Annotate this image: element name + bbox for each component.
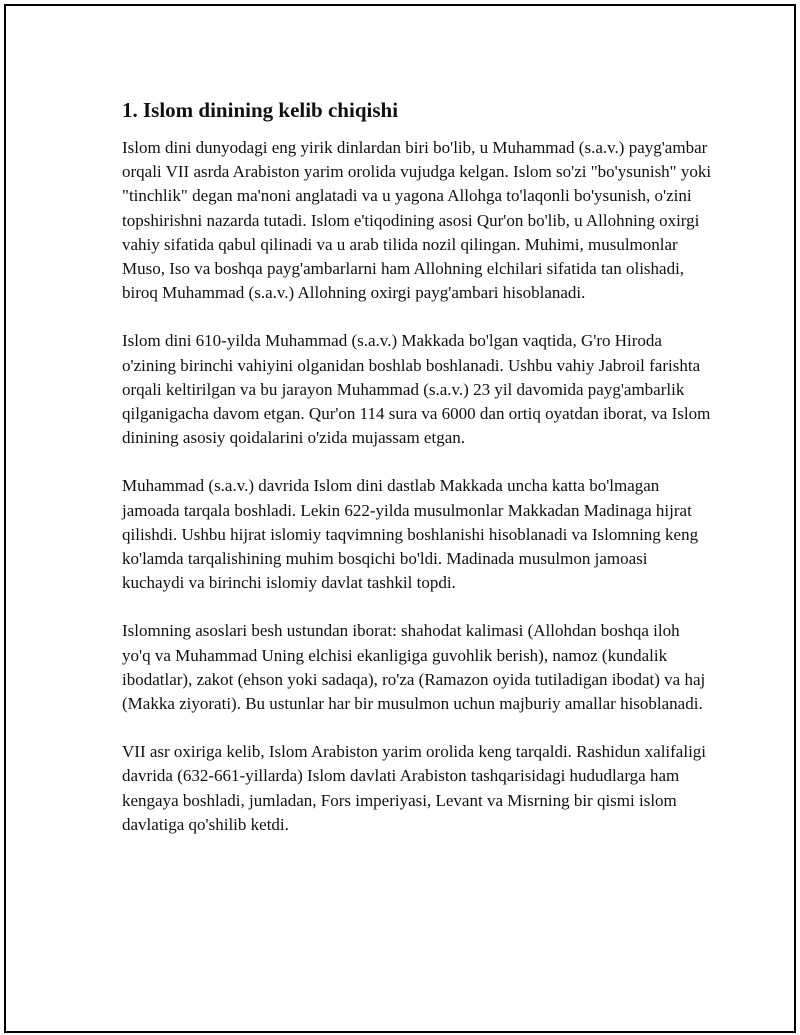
- document-body: [122, 96, 712, 861]
- paragraph-expansion: VII asr oxiriga kelib, Islom Arabiston yarim orolida keng tarqaldi. Rashidun xalifaligi davrida (632-661-yillarda) Islom davlati Arabiston tashqarisidagi hududlarga ham kengaya boshladi, jumladan, Fors imperiyasi, Levant va Misrning bir qismi islom davlatiga qo'shilib ketdi.: [122, 742, 707, 834]
- section-heading: 1. Islom dinining kelib chiqishi: [122, 98, 399, 122]
- paragraph-first-revelation: Islom dini 610-yilda Muhammad (s.a.v.) Makkada bo'lgan vaqtida, G'ro Hiroda o'zining birinchi vahiyini olganidan boshlab boshlanadi. Ushbu vahiy Jabroil farishta orqali keltirilgan va bu jarayon Muhammad (s.a.v.) 23 yil davomida payg'ambarlik qilganigacha davom etgan. Qur'on 114 sura va 6000 dan ortiq oyatdan iborat, va Islom dinining asosiy qoidalarini o'zida mujassam etgan.: [122, 331, 711, 448]
- page-frame: [4, 4, 796, 1033]
- paragraph-origins: Islom dini dunyodagi eng yirik dinlardan biri bo'lib, u Muhammad (s.a.v.) payg'ambar orqali VII asrda Arabiston yarim orolida vujudga kelgan. Islom so'zi "bo'ysunish" yoki "tinchlik" degan ma'noni anglatadi va u yagona Allohga to'laqonli bo'ysunish, o'zini topshirishni nazarda tutadi. Islom e'tiqodining asosi Qur'on bo'lib, u Allohning oxirgi vahiy sifatida qabul qilinadi va u arab tilida nozil qilingan. Muhimi, musulmonlar Muso, Iso va boshqa payg'ambarlarni ham Allohning elchilari sifatida tan olishadi, biroq Muhammad (s.a.v.) Allohning oxirgi payg'ambari hisoblanadi.: [122, 138, 712, 303]
- paragraph-five-pillars: Islomning asoslari besh ustundan iborat: shahodat kalimasi (Allohdan boshqa iloh yo'q va Muhammad Uning elchisi ekanligiga guvohlik berish), namoz (kundalik ibodatlar), zakot (ehson yoki sadaqa), ro'za (Ramazon oyida tutiladigan ibodat) va haj (Makka ziyorati). Bu ustunlar har bir musulmon uchun majburiy amallar hisoblanadi.: [122, 621, 706, 714]
- paragraph-hijra: Muhammad (s.a.v.) davrida Islom dini dastlab Makkada uncha katta bo'lmagan jamoada tarqala boshladi. Lekin 622-yilda musulmonlar Makkadan Madinaga hijrat qilishdi. Ushbu hijrat islomiy taqvimning boshlanishi hisoblanadi va Islomning keng ko'lamda tarqalishining muhim bosqichi bo'ldi. Madinada musulmon jamoasi kuchaydi va birinchi islomiy davlat tashkil topdi.: [122, 476, 699, 593]
